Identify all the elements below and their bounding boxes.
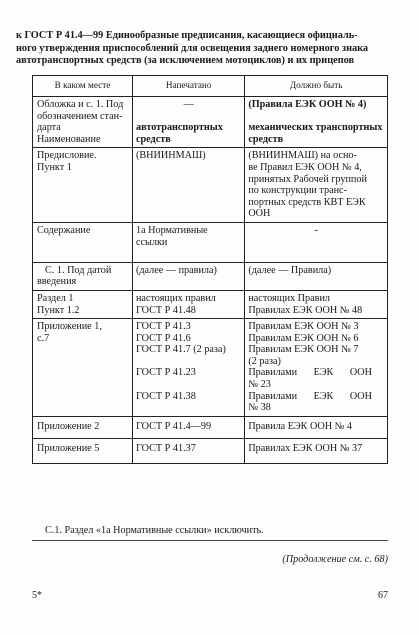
table-row bbox=[33, 290, 388, 318]
cell-text: (Правила ЕЭК ООН № 4) bbox=[248, 99, 367, 110]
cell-text: Правила ЕЭК ООН № 4 bbox=[248, 420, 352, 432]
cell-text: принятых Рабочей группой bbox=[248, 173, 367, 185]
cell-text: ГОСТ Р 41.3 bbox=[135, 321, 191, 333]
cell-text: Пункт 1 bbox=[37, 161, 72, 173]
cell-text: (далее — Правила) bbox=[248, 264, 332, 276]
cell-text: портных средств КВТ ЕЭК bbox=[248, 196, 366, 208]
cell-should bbox=[245, 222, 388, 262]
cell-place bbox=[33, 439, 133, 464]
cell-text: введения bbox=[37, 276, 77, 288]
cell-text: автотранспортных bbox=[135, 122, 223, 134]
cell-text: (далее — правила) bbox=[135, 264, 217, 276]
signature-mark: 5* bbox=[32, 590, 42, 601]
cell-text: Пункт 1.2 bbox=[37, 304, 80, 316]
cell-should bbox=[245, 439, 388, 464]
cell-place bbox=[33, 148, 133, 223]
cell-text: Содержание bbox=[37, 224, 91, 236]
heading-line: автотранспортных средств (за исключением мотоциклов) и их прицепов bbox=[16, 55, 355, 67]
cell-place bbox=[33, 319, 133, 417]
table-row bbox=[33, 222, 388, 262]
cell-text: с.7 bbox=[37, 332, 50, 344]
cell-text: ГОСТ Р 41.48 bbox=[135, 304, 196, 316]
cell-text: Правилам ЕЭК ООН № 6 bbox=[248, 332, 359, 344]
cell-text: Приложение 5 bbox=[37, 443, 100, 455]
cell-text: 1а Нормативные ссылки bbox=[135, 224, 208, 248]
cell-text: обозначением стан- bbox=[37, 110, 123, 122]
cell-should bbox=[245, 290, 388, 318]
cell-text: механических транспортных bbox=[248, 122, 383, 134]
cell-text: (ВНИИНМАШ) bbox=[135, 150, 206, 162]
cell-text: ООН bbox=[248, 208, 271, 220]
heading-line: к ГОСТ Р 41.4—99 Единообразные предписания, касающиеся официаль- bbox=[16, 30, 358, 41]
cell-text: № 23 bbox=[248, 379, 271, 391]
cell-text: № 38 bbox=[248, 402, 271, 414]
cell-text: С. 1. Под датой bbox=[45, 264, 112, 276]
cell-text: — bbox=[183, 99, 194, 110]
cell-text: Раздел 1 bbox=[37, 292, 74, 304]
cell-text: ГОСТ Р 41.37 bbox=[135, 443, 196, 455]
cell-text: ГОСТ Р 41.6 bbox=[135, 332, 191, 344]
column-header-printed: Напечатано bbox=[132, 76, 244, 97]
cell-place bbox=[33, 416, 133, 439]
cell-printed bbox=[132, 222, 244, 262]
heading-line: ного утверждения приспособлений для освещения заднего номерного знака bbox=[16, 42, 369, 54]
cell-text: Правилами ЕЭК ООН bbox=[248, 390, 372, 402]
cell-printed bbox=[132, 290, 244, 318]
cell-should bbox=[245, 319, 388, 417]
cell-text: Наименование bbox=[37, 133, 101, 145]
cell-place bbox=[33, 262, 133, 290]
cell-printed bbox=[132, 97, 244, 148]
cell-text: Правилах ЕЭК ООН № 37 bbox=[248, 443, 363, 455]
cell-printed bbox=[132, 439, 244, 464]
table-row bbox=[33, 148, 388, 223]
column-header-place: В каком месте bbox=[33, 76, 133, 97]
cell-text: (2 раза) bbox=[248, 355, 281, 367]
cell-text: Предисловие. bbox=[37, 150, 97, 162]
table-row bbox=[33, 439, 388, 464]
column-header-should: Должно быть bbox=[245, 76, 388, 97]
cell-text: ГОСТ Р 41.38 bbox=[135, 390, 196, 402]
cell-place bbox=[33, 222, 133, 262]
cell-text: средств bbox=[135, 133, 171, 145]
divider bbox=[32, 540, 388, 541]
continuation-note: (Продолжение см. с. 68) bbox=[282, 554, 388, 565]
cell-text: ГОСТ Р 41.7 (2 раза) bbox=[135, 344, 226, 356]
cell-printed bbox=[132, 262, 244, 290]
page-number: 67 bbox=[378, 590, 388, 601]
table-row bbox=[33, 97, 388, 148]
cell-should bbox=[245, 148, 388, 223]
table-header-row bbox=[33, 76, 388, 97]
table-row bbox=[33, 262, 388, 290]
cell-place bbox=[33, 97, 133, 148]
cell-text: Правилами ЕЭК ООН bbox=[248, 367, 372, 379]
cell-printed bbox=[132, 148, 244, 223]
cell-text: - bbox=[314, 224, 318, 236]
cell-text: дарта bbox=[37, 122, 61, 134]
table-row bbox=[33, 416, 388, 439]
table-row bbox=[33, 319, 388, 417]
cell-printed bbox=[132, 416, 244, 439]
cell-text: ве Правил ЕЭК ООН № 4, bbox=[248, 161, 362, 173]
cell-text: по конструкции транс- bbox=[248, 185, 347, 197]
cell-text: Обложка и с. 1. Под bbox=[37, 99, 124, 110]
cell-text: настоящих Правил bbox=[248, 292, 330, 304]
cell-text: ГОСТ Р 41.23 bbox=[135, 367, 196, 379]
cell-text: средств bbox=[248, 133, 284, 145]
cell-text: Приложение 1, bbox=[37, 321, 102, 333]
erratum-note: С.1. Раздел «1а Нормативные ссылки» исключить. bbox=[45, 525, 264, 536]
cell-text: ГОСТ Р 41.4—99 bbox=[135, 420, 212, 432]
cell-printed bbox=[132, 319, 244, 417]
cell-text: настоящих правил bbox=[135, 292, 216, 304]
cell-text: Правилам ЕЭК ООН № 3 bbox=[248, 321, 359, 333]
cell-place bbox=[33, 290, 133, 318]
errata-table bbox=[32, 75, 388, 464]
cell-should bbox=[245, 262, 388, 290]
heading bbox=[16, 30, 401, 68]
cell-should bbox=[245, 97, 388, 148]
cell-text: Правилах ЕЭК ООН № 48 bbox=[248, 304, 363, 316]
cell-text: (ВНИИНМАШ) на осно- bbox=[248, 150, 357, 162]
cell-text: Правилам ЕЭК ООН № 7 bbox=[248, 344, 359, 356]
cell-text: Приложение 2 bbox=[37, 420, 100, 432]
cell-should bbox=[245, 416, 388, 439]
